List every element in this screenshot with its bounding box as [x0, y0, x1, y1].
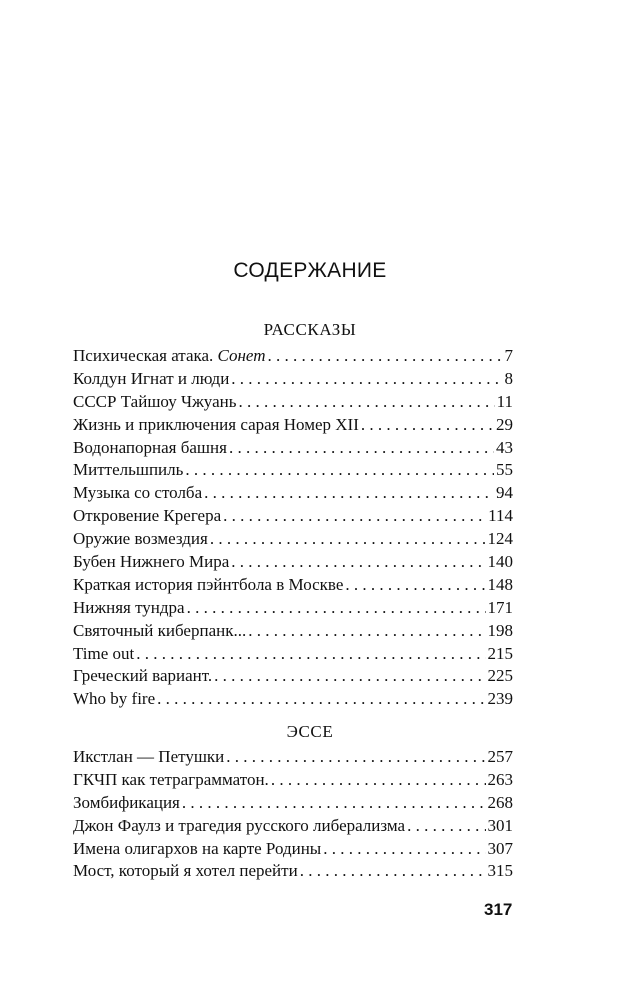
toc-entry-title: Имена олигархов на карте Родины: [73, 838, 322, 858]
toc-entry-page: 215: [487, 643, 513, 663]
toc-entry: [73, 689, 513, 712]
dot-leader: [136, 644, 485, 664]
toc-entry-title: Музыка со столба: [73, 483, 203, 503]
toc-entry-title: Зомбификация: [73, 792, 180, 812]
toc-entry-page: 198: [487, 620, 513, 640]
toc-entry-page: 257: [487, 747, 513, 766]
dot-leader: [182, 793, 486, 813]
dot-leader: [323, 839, 485, 859]
toc-entry-page: 315: [487, 861, 513, 881]
toc-list-essays: [73, 747, 513, 884]
toc-entry-page: 124: [487, 529, 513, 549]
toc-entry: [73, 392, 513, 415]
toc-entry-title: Мост, который я хотел перейти: [73, 861, 298, 881]
dot-leader: [187, 598, 486, 618]
dot-leader: [248, 621, 485, 641]
toc-entry-title: Time out: [73, 643, 135, 663]
toc-entry: [73, 839, 513, 862]
toc-entry-title: Джон Фаулз и трагедия русского либерализма: [73, 815, 406, 835]
toc-entry-page: 140: [487, 552, 513, 572]
toc-entry: [73, 575, 513, 598]
toc-entry-page: 301: [487, 815, 513, 835]
dot-leader: [238, 392, 494, 412]
dot-leader: [345, 575, 485, 595]
toc-entry-title: Психическая атака. Сонет: [73, 346, 266, 365]
toc-entry-page: 7: [504, 346, 513, 365]
toc-entry-title: СССР Тайшоу Чжуань: [73, 391, 237, 411]
toc-entry-title: Греческий вариант.: [73, 666, 213, 686]
toc-entry-title: Колдун Игнат и люди: [73, 368, 230, 388]
section-heading-stories: РАССКАЗЫ: [263, 320, 357, 339]
toc-entry-page: 11: [496, 391, 513, 411]
toc-entry-page: 307: [487, 838, 513, 858]
toc-entry-title: Икстлан — Петушки: [73, 747, 225, 766]
toc-entry-page: 148: [487, 574, 513, 594]
toc-entry-title: Миттельшпиль: [73, 460, 184, 480]
toc-entry-page: 8: [504, 368, 513, 388]
section-heading-essays: ЭССЕ: [286, 722, 334, 741]
page-title: СОДЕРЖАНИЕ: [233, 259, 387, 282]
toc-entry-page: 263: [487, 769, 513, 789]
toc-entry-page: 94: [496, 483, 513, 503]
toc-entry: [73, 552, 513, 575]
toc-entry-title: Откровение Крегера: [73, 506, 222, 526]
toc-entry-page: 225: [487, 666, 513, 686]
dot-leader: [231, 552, 485, 572]
dot-leader: [226, 747, 485, 767]
dot-leader: [214, 666, 485, 686]
toc-entry-page: 171: [487, 597, 513, 617]
dot-leader: [268, 346, 503, 366]
toc-entry: [73, 621, 513, 644]
toc-entry-title: Святочный киберпанк...: [73, 620, 247, 640]
toc-entry-title: Who by fire: [73, 689, 156, 709]
toc-entry-page: 239: [487, 689, 513, 709]
toc-entry-page: 55: [496, 460, 513, 480]
toc-entry: [73, 529, 513, 552]
toc-entry-title: Нижняя тундра: [73, 597, 185, 617]
dot-leader: [185, 460, 494, 480]
dot-leader: [210, 529, 486, 549]
toc-entry: [73, 483, 513, 506]
toc-entry: [73, 346, 513, 369]
toc-entry: [73, 598, 513, 621]
toc-entry-page: 114: [488, 506, 513, 526]
toc-entry: [73, 770, 513, 793]
toc-entry: [73, 747, 513, 770]
toc-entry: [73, 644, 513, 667]
toc-entry-page: 29: [496, 414, 513, 434]
dot-leader: [229, 438, 494, 458]
toc-entry: [73, 460, 513, 483]
dot-leader: [231, 369, 502, 389]
toc-entry-title: Бубен Нижнего Мира: [73, 552, 230, 572]
toc-entry-title: Оружие возмездия: [73, 529, 208, 549]
toc-entry: [73, 666, 513, 689]
page-number: 317: [484, 900, 513, 919]
toc-entry: [73, 506, 513, 529]
toc-entry-title: Водонапорная башня: [73, 437, 227, 457]
toc-entry: [73, 816, 513, 839]
dot-leader: [300, 861, 486, 881]
toc-list-stories: [73, 346, 513, 712]
toc-entry-title: Жизнь и приключения сарая Номер XII: [73, 414, 359, 434]
toc-entry: [73, 861, 513, 884]
toc-entry-subtitle: Сонет: [217, 346, 266, 365]
dot-leader: [204, 483, 494, 503]
toc-entry-title: Краткая история пэйнтбола в Москве: [73, 574, 344, 594]
toc-entry: [73, 415, 513, 438]
dot-leader: [271, 770, 486, 790]
toc-entry: [73, 438, 513, 461]
dot-leader: [223, 506, 486, 526]
toc-entry: [73, 793, 513, 816]
dot-leader: [157, 689, 485, 709]
dot-leader: [361, 415, 494, 435]
toc-entry: [73, 369, 513, 392]
toc-entry-page: 43: [496, 437, 513, 457]
toc-entry-page: 268: [487, 792, 513, 812]
toc-entry-title: ГКЧП как тетраграмматон.: [73, 769, 269, 789]
dot-leader: [407, 816, 485, 836]
